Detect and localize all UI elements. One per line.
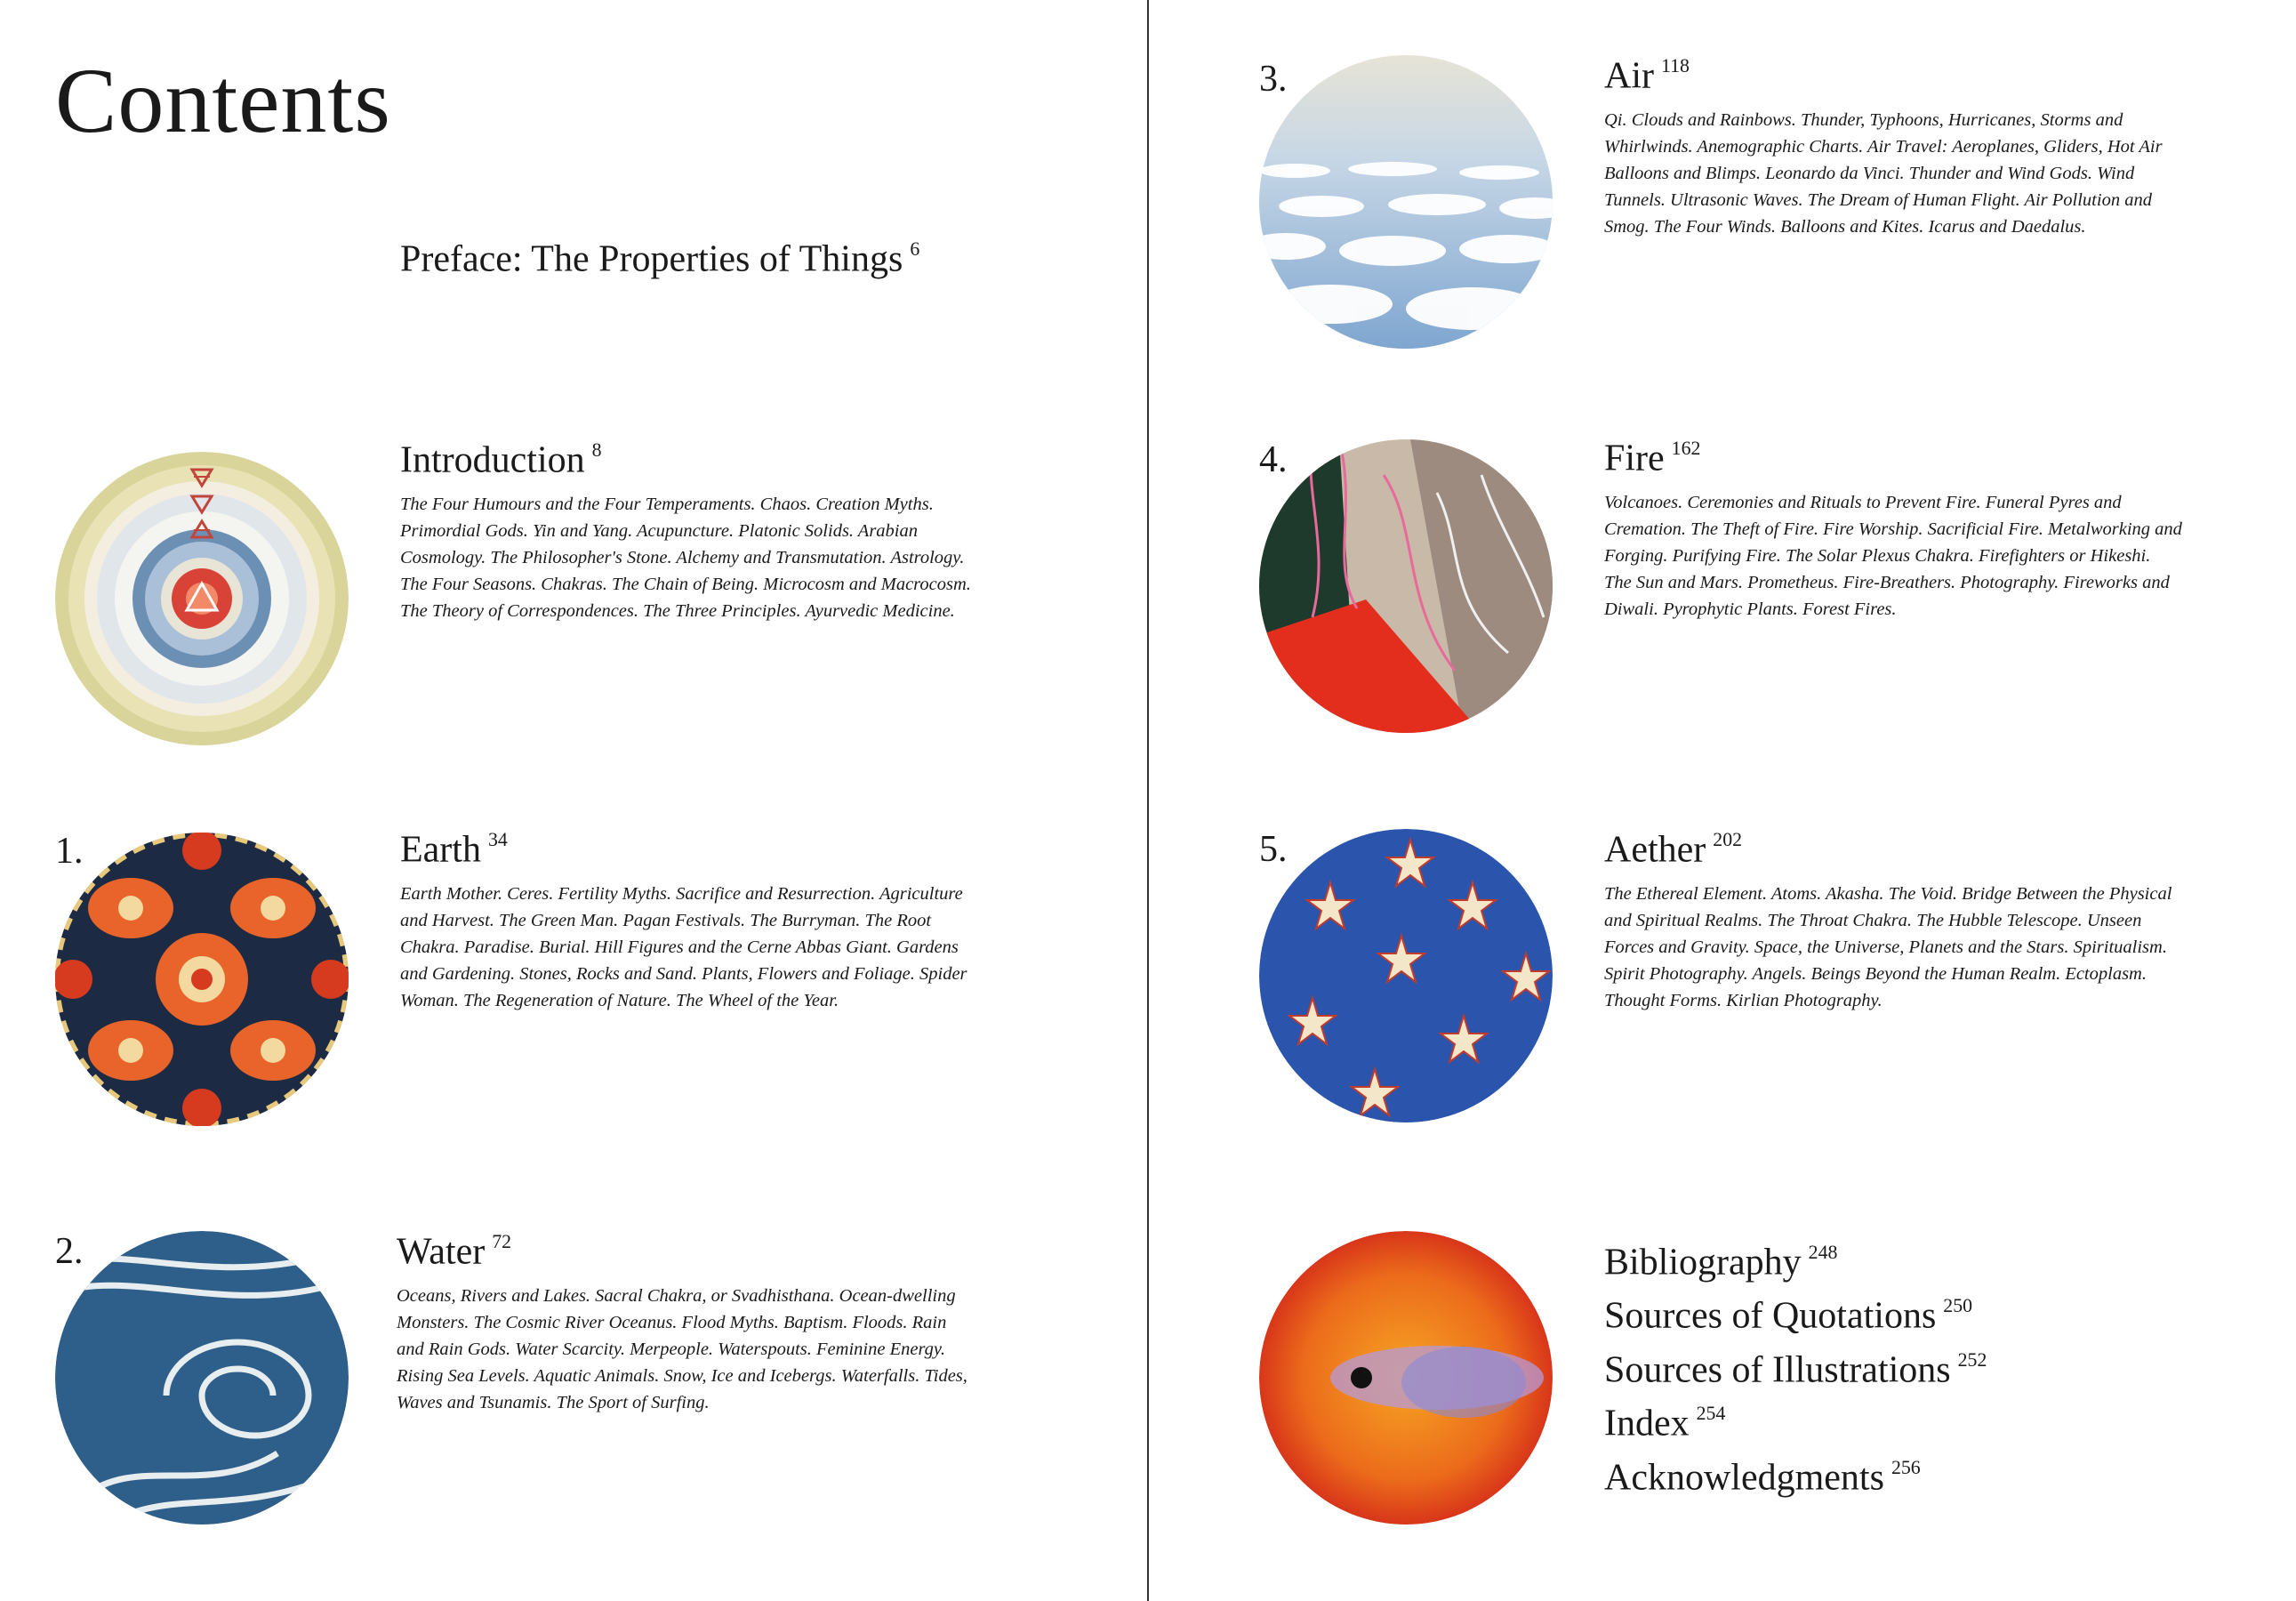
floral-textile-circle-icon: [55, 833, 349, 1126]
section-number: 2.: [55, 1231, 84, 1272]
entry-description: The Four Humours and the Four Temperaments. Chaos. Creation Myths. Primordial Gods. Yin and Yang. Acupuncture. Platonic Solids. Arabian Cosmology. The Philosopher's Stone. Alchemy and Transmutation. Astrology. The Four Seasons. Chakras. The Chain of Being. Microcosm and Macrocosm. The Theory of Correspondences. The Three Principles. Ayurvedic Medicine.: [400, 495, 971, 622]
page-number: 118: [1661, 55, 1690, 76]
page-number: 252: [1957, 1348, 1987, 1371]
entry-description: The Ethereal Element. Atoms. Akasha. The Void. Bridge Between the Physical and Spiritual Realms. The Throat Chakra. The Hubble Telescope. Unseen Forces and Gravity. Space, the Universe, Planets and the Stars. Spiritualism. Spirit Photography. Angels. Beings Beyond the Human Realm. Ectoplasm. Thought Forms. Kirlian Photography.: [1604, 884, 2172, 1011]
page-number: 8: [591, 439, 602, 461]
toc-entry-water[interactable]: [397, 1233, 975, 1416]
page-number: 250: [1943, 1295, 1973, 1317]
toc-entry-sources-of-quotations[interactable]: Sources of Quotations $^{250}$: [1604, 1295, 1973, 1337]
back-matter-list: [1604, 1231, 1987, 1500]
entry-title: Air $^{118}$: [1604, 55, 1690, 97]
section-number: 1.: [55, 831, 84, 872]
page-title: Contents: [55, 50, 391, 152]
page-number: 254: [1696, 1403, 1726, 1425]
toc-entry-air[interactable]: [1604, 57, 2182, 240]
toc-entry-aether[interactable]: [1604, 831, 2182, 1014]
toc-entry-fire[interactable]: [1604, 439, 2182, 623]
left-page: [0, 0, 1147, 1601]
entry-title: Earth $^{34}$: [400, 829, 508, 871]
entry-title: Water $^{72}$: [397, 1231, 512, 1273]
page-number: 202: [1713, 829, 1743, 850]
entry-title: Introduction $^8$: [400, 439, 602, 481]
entry-title: Fire $^{162}$: [1604, 438, 1701, 479]
entry-description: Qi. Clouds and Rainbows. Thunder, Typhoons, Hurricanes, Storms and Whirlwinds. Anemographic Charts. Air Travel: Aeroplanes, Gliders, Hot Air Balloons and Blimps. Leonardo da Vinci. Thunder and Wind Gods. Wind Tunnels. Ultrasonic Waves. The Dream of Human Flight. Air Pollution and Smog. The Four Winds. Balloons and Kites. Icarus and Daedalus.: [1604, 110, 2163, 237]
toc-entry-introduction[interactable]: [400, 441, 978, 624]
toc-entry-preface[interactable]: [400, 240, 919, 278]
star-pattern-circle-icon: [1259, 829, 1553, 1122]
page-number: 162: [1671, 438, 1701, 459]
preface-title: Preface: The Properties of Things: [400, 238, 903, 280]
entry-description: Earth Mother. Ceres. Fertility Myths. Sacrifice and Resurrection. Agriculture and Harvest. The Green Man. Pagan Festivals. The Burryman. The Root Chakra. Paradise. Burial. Hill Figures and the Cerne Abbas Giant. Gardens and Gardening. Stones, Rocks and Sand. Plants, Flowers and Foliage. Spider Woman. The Regeneration of Nature. The Wheel of the Year.: [400, 884, 967, 1011]
entry-description: Volcanoes. Ceremonies and Rituals to Prevent Fire. Funeral Pyres and Cremation. The Theft of Fire. Fire Worship. Sacrificial Fire. Metalworking and Forging. Purifying Fire. The Solar Plexus Chakra. Firefighters or Hikeshi. The Sun and Mars. Prometheus. Fire-Breathers. Photography. Fireworks and Diwali. Pyrophytic Plants. Forest Fires.: [1604, 493, 2182, 620]
clouds-sky-circle-icon: [1259, 55, 1553, 349]
section-number: 3.: [1259, 59, 1288, 100]
page-number: 34: [487, 829, 508, 850]
toc-entry-acknowledgments[interactable]: Acknowledgments $^{256}$: [1604, 1456, 1921, 1499]
section-number: 4.: [1259, 439, 1288, 480]
entry-description: Oceans, Rivers and Lakes. Sacral Chakra, or Svadhisthana. Ocean-dwelling Monsters. The Cosmic River Oceanus. Flood Myths. Baptism. Floods. Rain and Rain Gods. Water Scarcity. Merpeople. Waterspouts. Feminine Energy. Rising Sea Levels. Aquatic Animals. Snow, Ice and Icebergs. Waterfalls. Tides, Waves and Tsunamis. The Sport of Surfing.: [397, 1286, 967, 1413]
toc-entry-index[interactable]: Index $^{254}$: [1604, 1403, 1726, 1444]
whirlpool-wave-circle-icon: [55, 1231, 349, 1525]
sun-transit-circle-icon: [1259, 1231, 1553, 1525]
page-number: 248: [1808, 1242, 1838, 1263]
page-number: 6: [910, 238, 920, 260]
toc-entry-bibliography[interactable]: Bibliography $^{248}$: [1604, 1242, 1838, 1283]
section-number: 5.: [1259, 829, 1288, 870]
toc-entry-earth[interactable]: [400, 831, 978, 1014]
page-number: 256: [1891, 1456, 1921, 1478]
page-number: 72: [492, 1231, 512, 1252]
toc-entry-sources-of-illustrations[interactable]: Sources of Illustrations $^{252}$: [1604, 1348, 1987, 1391]
entry-title: Aether $^{202}$: [1604, 829, 1743, 871]
volcano-lava-circle-icon: [1259, 439, 1553, 733]
alchemical-element-circle-icon: [55, 452, 349, 745]
